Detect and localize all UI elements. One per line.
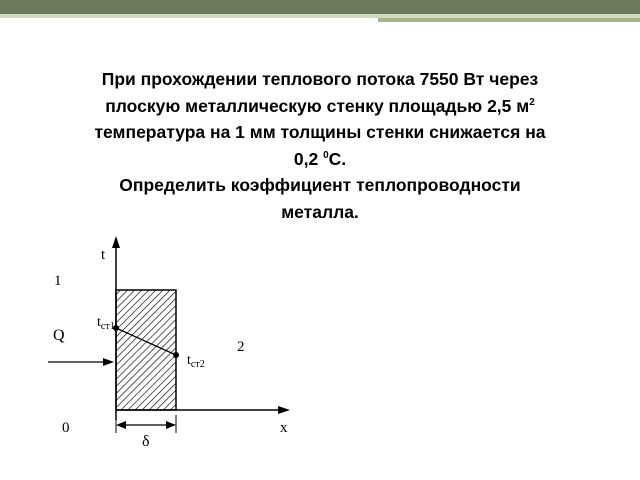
t-wall2-subscript: ст2 [190,359,205,370]
temperature-value: 0,2 [293,148,324,169]
heat-flow-arrowhead [103,358,114,366]
problem-line-3: температура на 1 мм толщины стенки снижается на [94,122,546,142]
thickness-arrow-left [116,421,126,429]
thickness-arrow-right [166,421,176,429]
region-2-label: 2 [237,339,245,355]
problem-line-6: металла. [281,201,359,222]
origin-label: 0 [62,420,70,436]
heat-flow-label: Q [53,327,65,344]
axis-t-label: t [101,247,106,263]
temperature-unit: С. [328,148,347,169]
t-wall2-label [187,353,205,370]
x-axis-arrow [278,406,290,414]
region-1-label: 1 [54,273,62,289]
t-wall2-point [173,352,179,358]
area-exponent: 2 [529,96,535,108]
t-wall2-base: t [187,353,191,368]
t-wall1-subscript: ст1 [100,321,115,332]
thickness-label: δ [142,433,150,450]
area-text: плоскую металлическую стенку площадью 2,5 м [105,95,530,116]
axis-x-label: x [280,420,288,436]
degree-mark: 0 [323,149,329,161]
problem-line-1: При прохождении теплового потока 7550 Вт через [101,69,539,89]
t-axis-arrow [112,236,120,248]
problem-line-5: Определить коэффициент теплопроводности [119,175,521,195]
wall-rect [116,290,176,410]
t-wall1-base: t [97,315,101,330]
t-wall1-label [97,315,115,332]
